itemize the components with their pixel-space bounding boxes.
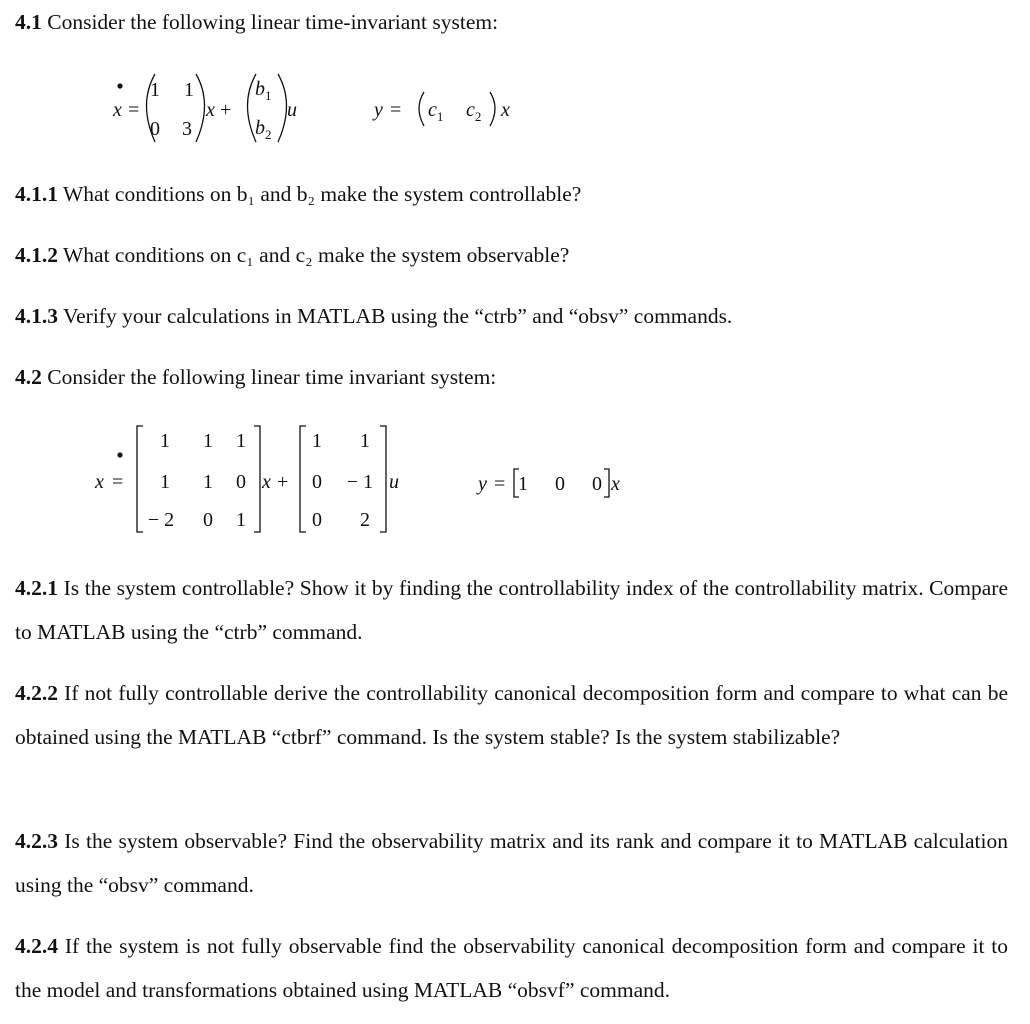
matrix-b-right-paren [278,74,287,142]
matrix-a-right-paren [196,74,205,142]
derivative-dot [117,452,122,457]
matrix-b-entry: 1 [312,430,322,452]
plus-sign: + [277,471,289,493]
matrix-b-right-bracket [380,426,386,532]
matrix-b-entry: 0 [312,471,322,493]
x-dot-symbol: x [95,471,104,493]
problem-text: If the system is not fully observable find the observability canonical decomposition form and compare it to the model and transformations obtained using MATLAB “obsvf” command. [15,934,1008,1002]
u-symbol: u [389,471,399,493]
state-equation-2 [94,426,399,532]
u-symbol: u [287,99,297,121]
output-equation-1 [372,92,510,126]
matrix-a-entry: − 2 [147,509,175,531]
matrix-b-entry: − 1 [346,471,374,493]
problem-4-1-2 [15,233,569,277]
matrix-c-entry: 0 [555,473,565,495]
matrix-c-right-bracket [604,469,609,497]
matrix-c-left-paren [419,92,424,126]
matrix-a-entry: 1 [160,471,170,493]
y-symbol: y [478,473,487,495]
problem-4-1-3 [15,294,732,338]
matrix-b-left-bracket [300,426,306,532]
matrix-c-entry: $c_1$ [428,99,444,124]
matrix-a-entry: 1 [184,79,194,101]
equals-sign: = [112,471,124,493]
problem-number: 4.1.2 [15,243,58,267]
problem-text: Consider the following linear time-invariant system: [41,10,499,34]
equals-sign: = [494,473,506,495]
matrix-a-right-bracket [254,426,260,532]
output-equation-2 [476,469,620,497]
matrix-a-entry: 0 [203,509,213,531]
problem-4-2 [15,355,496,399]
matrix-b-entry: 1 [360,430,370,452]
matrix-a-entry: 1 [160,430,170,452]
problem-text: Verify your calculations in MATLAB using the “ctrb” and “obsv” commands. [58,304,733,328]
plus-sign: + [220,99,232,121]
problem-text: What conditions on b₁ and b₂ make the system controllable? [58,182,582,206]
problem-number: 4.1.3 [15,304,58,328]
matrix-a-entry: 1 [203,430,213,452]
matrix-b-entry: $b_2$ [255,117,272,142]
problem-4-1-1 [15,172,581,216]
matrix-b-entry: $b_1$ [255,78,272,103]
matrix-a-entry: 1 [236,509,246,531]
matrix-a-entry: 1 [150,79,160,101]
problem-text: What conditions on c₁ and c₂ make the system observable? [58,243,570,267]
matrix-b-entry: 2 [360,509,370,531]
x-symbol: x [262,471,271,493]
problem-4-2-2 [15,671,1008,759]
matrix-c-entry: 0 [592,473,602,495]
matrix-c-right-paren [490,92,495,126]
matrix-c-left-bracket [514,469,519,497]
matrix-a-entry: 0 [236,471,246,493]
matrix-b-left-paren [248,74,257,142]
matrix-a-entry: 1 [203,471,213,493]
matrix-a-entry: 0 [150,118,160,140]
problem-4-1 [15,0,498,44]
x-symbol: x [501,99,510,121]
problem-4-2-4 [15,924,1008,1012]
problem-4-2-1 [15,566,1008,654]
problem-number: 4.2 [15,365,42,389]
matrix-a-entry: 1 [236,430,246,452]
problem-number: 4.1 [15,10,42,34]
matrix-a-left-paren [147,74,156,142]
problem-4-2-3 [15,819,1008,907]
equals-sign: = [390,99,402,121]
y-symbol: y [374,99,383,121]
matrix-a-left-bracket [137,426,143,532]
matrix-c-entry: 1 [518,473,528,495]
x-symbol: x [611,473,620,495]
problem-number: 4.2.2 [15,681,58,705]
problem-number: 4.2.1 [15,576,58,600]
state-equation-1 [112,74,297,142]
matrix-b-entry: 0 [312,509,322,531]
matrix-c-entry: $c_2$ [466,99,482,124]
problem-text: Is the system observable? Find the observability matrix and its rank and compare it to MATLAB calculation using the “obsv” command. [15,829,1008,897]
problem-number: 4.2.3 [15,829,58,853]
problem-text: Is the system controllable? Show it by finding the controllability index of the controllability matrix. Compare to MATLAB using the “ctrb” command. [15,576,1008,644]
problem-text: If not fully controllable derive the controllability canonical decomposition form and compare to what can be obtained using the MATLAB “ctbrf” command. Is the system stable? Is the system stabilizable? [15,681,1008,749]
derivative-dot [117,83,122,88]
x-symbol: x [206,99,215,121]
x-dot-symbol: x [113,99,122,121]
matrix-a-entry: 3 [182,118,192,140]
problem-number: 4.2.4 [15,934,58,958]
equals-sign: = [128,99,140,121]
problem-text: Consider the following linear time invariant system: [41,365,497,389]
problem-number: 4.1.1 [15,182,58,206]
